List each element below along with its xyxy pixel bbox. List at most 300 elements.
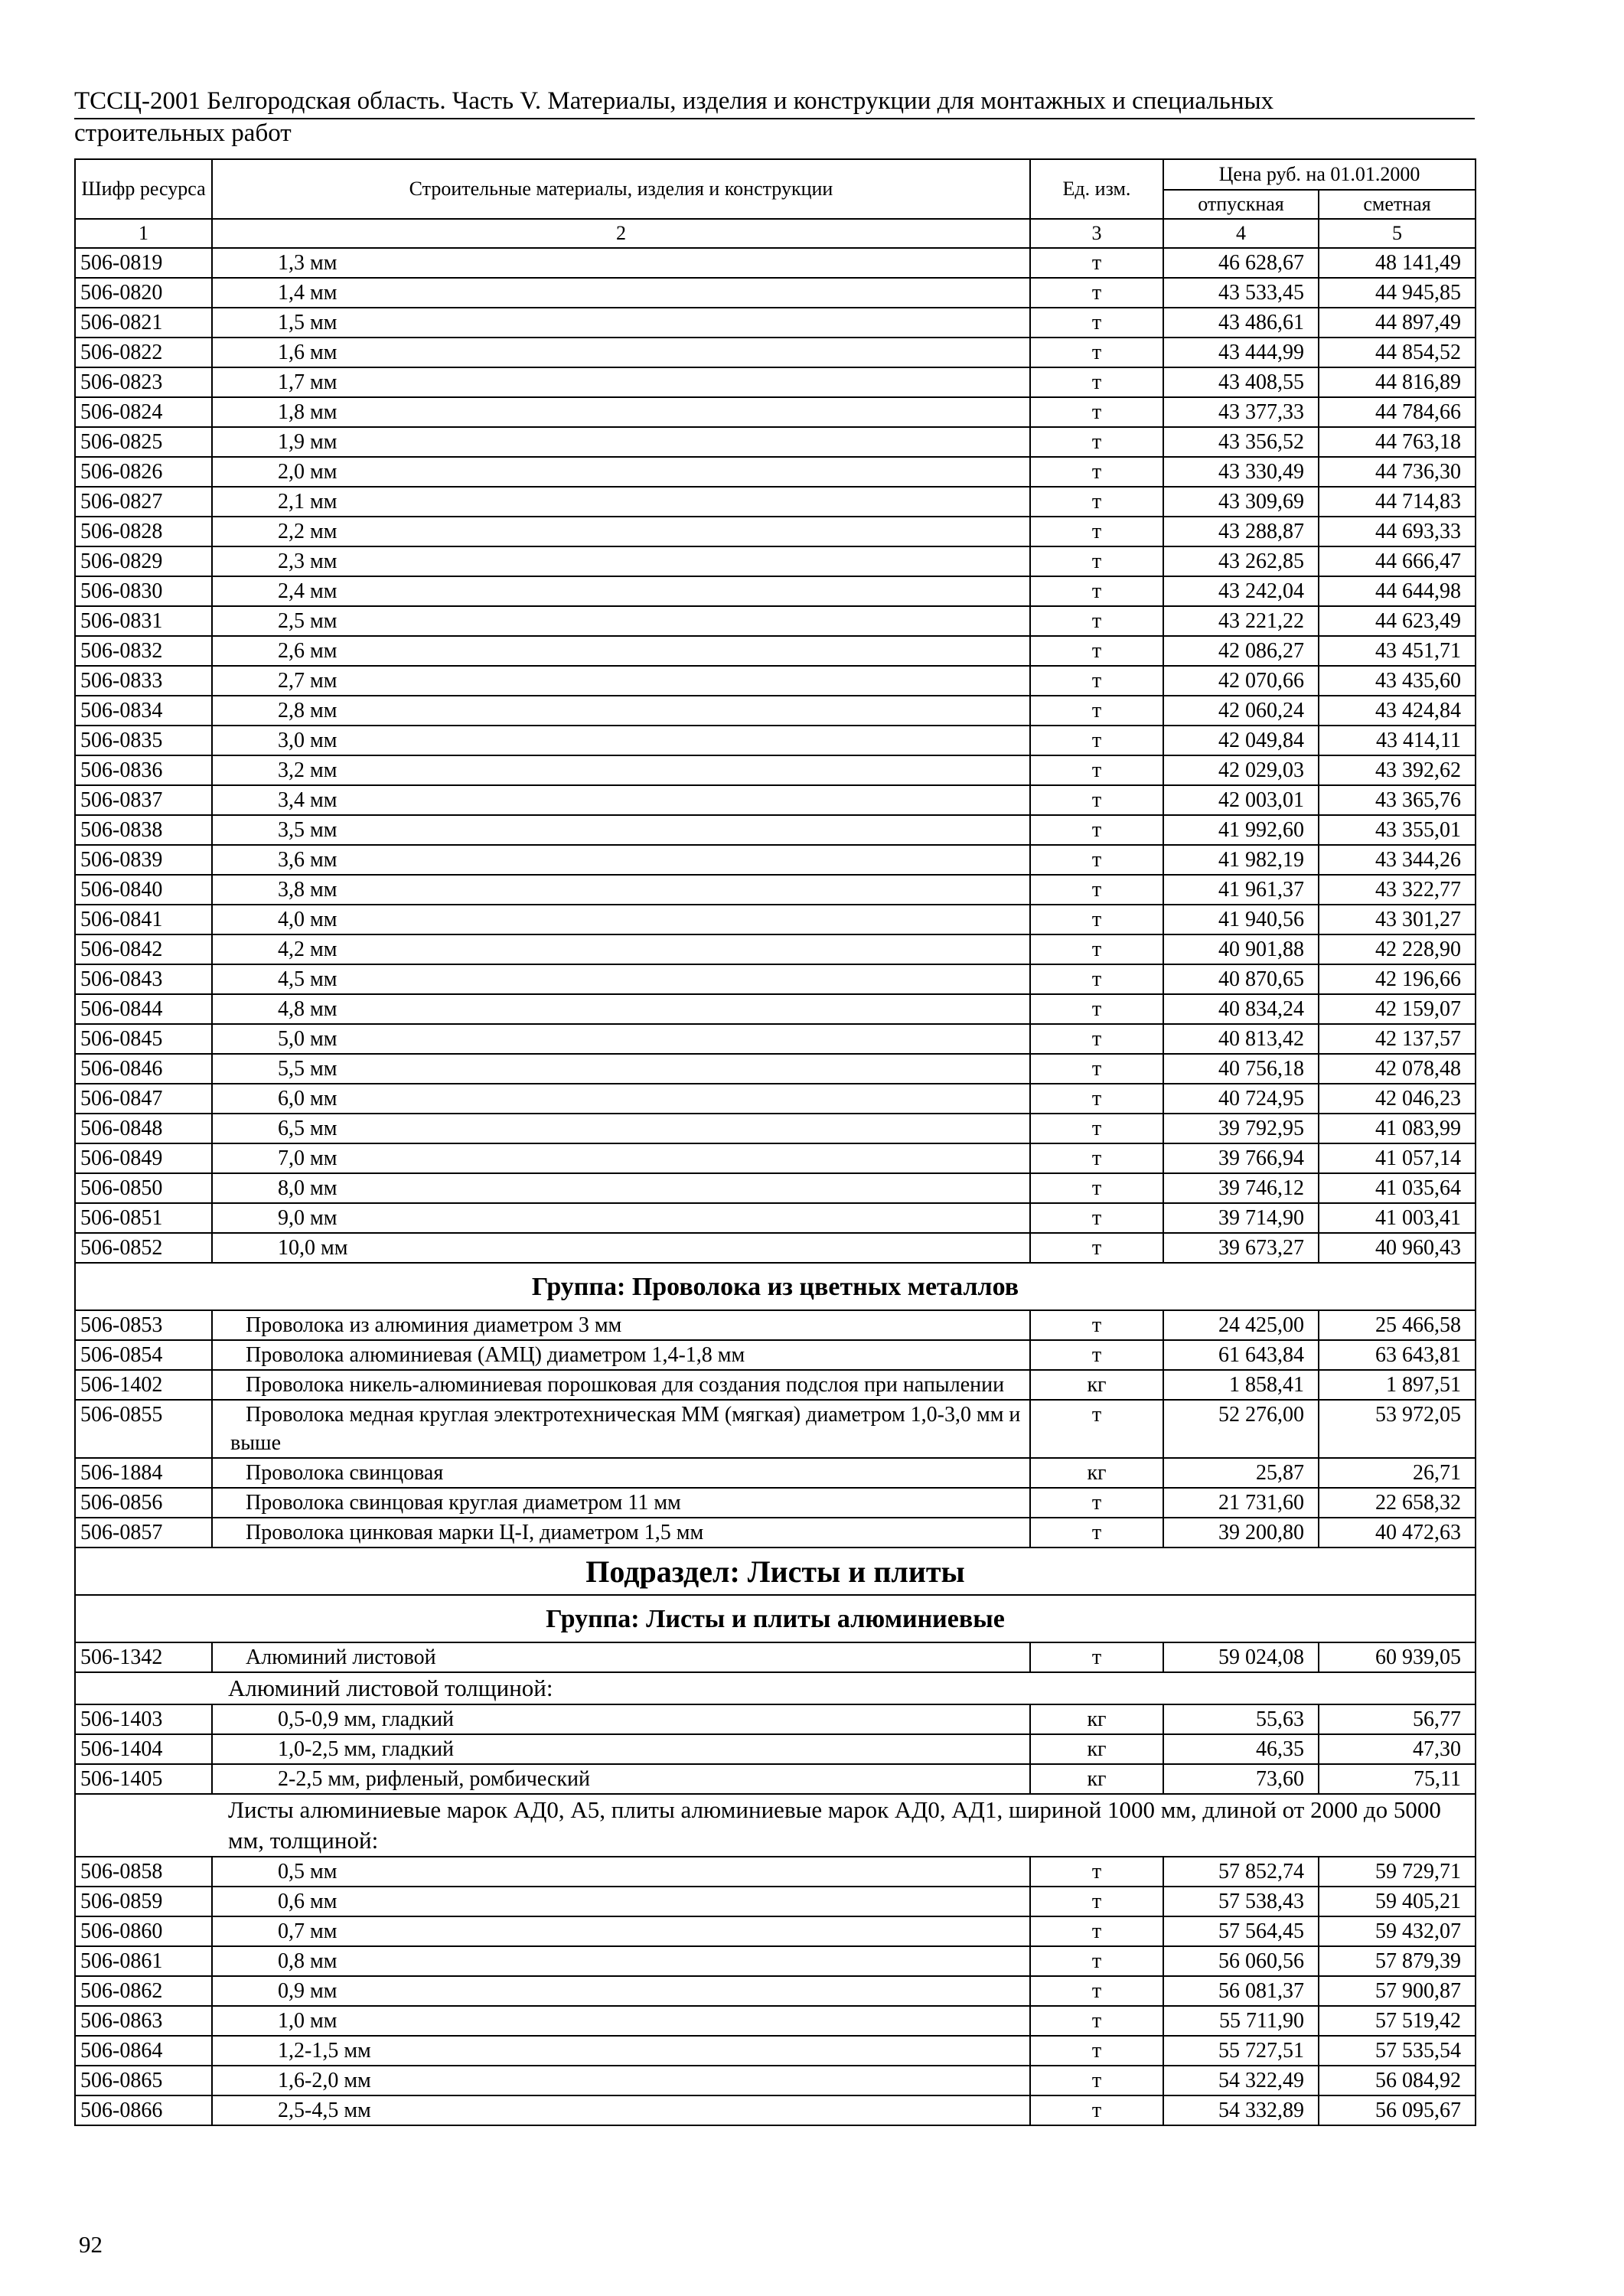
note-row bbox=[75, 1794, 1476, 1857]
material-name: 1,5 мм bbox=[212, 308, 1030, 338]
table-row bbox=[75, 2006, 1476, 2036]
resource-code: 506-0824 bbox=[75, 397, 212, 427]
estimate-price: 42 137,57 bbox=[1319, 1024, 1476, 1054]
resource-code: 506-0838 bbox=[75, 815, 212, 845]
resource-code: 506-0858 bbox=[75, 1857, 212, 1887]
estimate-price: 43 451,71 bbox=[1319, 636, 1476, 666]
resource-code: 506-0860 bbox=[75, 1916, 212, 1946]
estimate-price: 47,30 bbox=[1319, 1734, 1476, 1764]
release-price: 43 356,52 bbox=[1163, 427, 1319, 457]
unit: кг bbox=[1030, 1458, 1163, 1488]
group-heading-row bbox=[75, 1263, 1476, 1310]
table-row bbox=[75, 308, 1476, 338]
release-price: 42 003,01 bbox=[1163, 785, 1319, 815]
resource-code: 506-0856 bbox=[75, 1488, 212, 1518]
release-price: 43 309,69 bbox=[1163, 487, 1319, 517]
estimate-price: 42 196,66 bbox=[1319, 964, 1476, 994]
release-price: 56 081,37 bbox=[1163, 1976, 1319, 2006]
estimate-price: 63 643,81 bbox=[1319, 1340, 1476, 1370]
resource-code: 506-0835 bbox=[75, 726, 212, 755]
table-row bbox=[75, 636, 1476, 666]
release-price: 59 024,08 bbox=[1163, 1642, 1319, 1672]
unit: т bbox=[1030, 1114, 1163, 1143]
release-price: 43 486,61 bbox=[1163, 308, 1319, 338]
estimate-price: 43 414,11 bbox=[1319, 726, 1476, 755]
unit: т bbox=[1030, 248, 1163, 278]
table-row bbox=[75, 487, 1476, 517]
estimate-price: 57 900,87 bbox=[1319, 1976, 1476, 2006]
resource-code: 506-0837 bbox=[75, 785, 212, 815]
release-price: 52 276,00 bbox=[1163, 1400, 1319, 1458]
material-name: Проволока свинцовая круглая диаметром 11 мм bbox=[212, 1488, 1030, 1518]
table-row bbox=[75, 1642, 1476, 1672]
release-price: 73,60 bbox=[1163, 1764, 1319, 1794]
material-name: 4,2 мм bbox=[212, 934, 1030, 964]
unit: т bbox=[1030, 666, 1163, 696]
estimate-price: 59 729,71 bbox=[1319, 1857, 1476, 1887]
estimate-price: 41 035,64 bbox=[1319, 1173, 1476, 1203]
estimate-price: 41 057,14 bbox=[1319, 1143, 1476, 1173]
unit: т bbox=[1030, 427, 1163, 457]
estimate-price: 44 714,83 bbox=[1319, 487, 1476, 517]
material-name: 1,8 мм bbox=[212, 397, 1030, 427]
release-price: 42 060,24 bbox=[1163, 696, 1319, 726]
col-header-release-price: отпускная bbox=[1163, 190, 1319, 219]
material-name: 9,0 мм bbox=[212, 1203, 1030, 1233]
resource-code: 506-0849 bbox=[75, 1143, 212, 1173]
unit: т bbox=[1030, 964, 1163, 994]
estimate-price: 44 693,33 bbox=[1319, 517, 1476, 546]
unit: т bbox=[1030, 815, 1163, 845]
release-price: 46 628,67 bbox=[1163, 248, 1319, 278]
resource-code: 506-0825 bbox=[75, 427, 212, 457]
material-name: 0,5 мм bbox=[212, 1857, 1030, 1887]
resource-code: 506-0834 bbox=[75, 696, 212, 726]
material-name: 2,7 мм bbox=[212, 666, 1030, 696]
estimate-price: 44 666,47 bbox=[1319, 546, 1476, 576]
resource-code: 506-0865 bbox=[75, 2066, 212, 2095]
material-name: 0,6 мм bbox=[212, 1887, 1030, 1916]
group-heading: Группа: Проволока из цветных металлов bbox=[75, 1263, 1476, 1310]
estimate-price: 42 159,07 bbox=[1319, 994, 1476, 1024]
unit: т bbox=[1030, 1233, 1163, 1263]
material-name: Проволока свинцовая bbox=[212, 1458, 1030, 1488]
material-name: 1,7 мм bbox=[212, 367, 1030, 397]
material-name: 6,5 мм bbox=[212, 1114, 1030, 1143]
table-row bbox=[75, 517, 1476, 546]
unit: т bbox=[1030, 487, 1163, 517]
release-price: 57 564,45 bbox=[1163, 1916, 1319, 1946]
resource-code: 506-0823 bbox=[75, 367, 212, 397]
resource-code: 506-0853 bbox=[75, 1310, 212, 1340]
resource-code: 506-0855 bbox=[75, 1400, 212, 1458]
estimate-price: 48 141,49 bbox=[1319, 248, 1476, 278]
unit: т bbox=[1030, 397, 1163, 427]
resource-code: 506-0821 bbox=[75, 308, 212, 338]
release-price: 61 643,84 bbox=[1163, 1340, 1319, 1370]
release-price: 43 242,04 bbox=[1163, 576, 1319, 606]
material-name: 5,5 мм bbox=[212, 1054, 1030, 1084]
release-price: 40 724,95 bbox=[1163, 1084, 1319, 1114]
unit: т bbox=[1030, 1024, 1163, 1054]
resource-code: 506-1402 bbox=[75, 1370, 212, 1400]
table-row bbox=[75, 905, 1476, 934]
estimate-price: 22 658,32 bbox=[1319, 1488, 1476, 1518]
material-name: 0,8 мм bbox=[212, 1946, 1030, 1976]
release-price: 43 330,49 bbox=[1163, 457, 1319, 487]
release-price: 41 961,37 bbox=[1163, 875, 1319, 905]
subsection-heading: Подраздел: Листы и плиты bbox=[75, 1548, 1476, 1595]
material-name: Алюминий листовой bbox=[212, 1642, 1030, 1672]
material-name: 2,1 мм bbox=[212, 487, 1030, 517]
unit: т bbox=[1030, 875, 1163, 905]
resource-code: 506-0839 bbox=[75, 845, 212, 875]
table-row bbox=[75, 1857, 1476, 1887]
unit: т bbox=[1030, 1518, 1163, 1548]
release-price: 43 444,99 bbox=[1163, 338, 1319, 367]
release-price: 43 288,87 bbox=[1163, 517, 1319, 546]
unit: т bbox=[1030, 1946, 1163, 1976]
table-row bbox=[75, 1764, 1476, 1794]
material-name: 2,5 мм bbox=[212, 606, 1030, 636]
unit: т bbox=[1030, 2036, 1163, 2066]
running-header: ТССЦ-2001 Белгородская область. Часть V. Материалы, изделия и конструкции для монтажных и специальных bbox=[74, 87, 1274, 115]
estimate-price: 59 405,21 bbox=[1319, 1887, 1476, 1916]
table-row bbox=[75, 785, 1476, 815]
resource-code: 506-0851 bbox=[75, 1203, 212, 1233]
table-row bbox=[75, 1024, 1476, 1054]
estimate-price: 53 972,05 bbox=[1319, 1400, 1476, 1458]
material-name: 5,0 мм bbox=[212, 1024, 1030, 1054]
resource-code: 506-0820 bbox=[75, 278, 212, 308]
release-price: 40 756,18 bbox=[1163, 1054, 1319, 1084]
material-name: 1,6-2,0 мм bbox=[212, 2066, 1030, 2095]
resource-code: 506-0844 bbox=[75, 994, 212, 1024]
material-name: 0,7 мм bbox=[212, 1916, 1030, 1946]
material-name: 2-2,5 мм, рифленый, ромбический bbox=[212, 1764, 1030, 1794]
estimate-price: 40 960,43 bbox=[1319, 1233, 1476, 1263]
table-row bbox=[75, 1976, 1476, 2006]
col-number-4: 4 bbox=[1163, 219, 1319, 248]
estimate-price: 44 897,49 bbox=[1319, 308, 1476, 338]
material-name: 3,0 мм bbox=[212, 726, 1030, 755]
estimate-price: 26,71 bbox=[1319, 1458, 1476, 1488]
unit: т bbox=[1030, 1054, 1163, 1084]
table-row bbox=[75, 815, 1476, 845]
estimate-price: 43 322,77 bbox=[1319, 875, 1476, 905]
release-price: 21 731,60 bbox=[1163, 1488, 1319, 1518]
table-row bbox=[75, 546, 1476, 576]
table-row bbox=[75, 1916, 1476, 1946]
unit: т bbox=[1030, 1084, 1163, 1114]
resource-code: 506-0830 bbox=[75, 576, 212, 606]
unit: т bbox=[1030, 338, 1163, 367]
estimate-price: 43 365,76 bbox=[1319, 785, 1476, 815]
table-row bbox=[75, 1340, 1476, 1370]
table-row bbox=[75, 2066, 1476, 2095]
subsection-heading-row bbox=[75, 1548, 1476, 1595]
estimate-price: 42 078,48 bbox=[1319, 1054, 1476, 1084]
estimate-price: 56 095,67 bbox=[1319, 2095, 1476, 2125]
material-name: 0,9 мм bbox=[212, 1976, 1030, 2006]
material-name: 2,5-4,5 мм bbox=[212, 2095, 1030, 2125]
release-price: 42 029,03 bbox=[1163, 755, 1319, 785]
material-name: 2,8 мм bbox=[212, 696, 1030, 726]
material-name: 3,6 мм bbox=[212, 845, 1030, 875]
release-price: 43 377,33 bbox=[1163, 397, 1319, 427]
release-price: 56 060,56 bbox=[1163, 1946, 1319, 1976]
resource-code: 506-0832 bbox=[75, 636, 212, 666]
resource-code: 506-0852 bbox=[75, 1233, 212, 1263]
resource-code: 506-0862 bbox=[75, 1976, 212, 2006]
table-row bbox=[75, 397, 1476, 427]
table-body bbox=[75, 248, 1476, 2125]
resource-code: 506-0850 bbox=[75, 1173, 212, 1203]
resource-code: 506-0829 bbox=[75, 546, 212, 576]
estimate-price: 57 519,42 bbox=[1319, 2006, 1476, 2036]
material-name: 6,0 мм bbox=[212, 1084, 1030, 1114]
estimate-price: 57 879,39 bbox=[1319, 1946, 1476, 1976]
release-price: 39 673,27 bbox=[1163, 1233, 1319, 1263]
resource-code: 506-0828 bbox=[75, 517, 212, 546]
material-name: 1,9 мм bbox=[212, 427, 1030, 457]
release-price: 39 746,12 bbox=[1163, 1173, 1319, 1203]
col-header-code: Шифр ресурса bbox=[75, 159, 212, 219]
resource-code: 506-0841 bbox=[75, 905, 212, 934]
material-name: 4,8 мм bbox=[212, 994, 1030, 1024]
estimate-price: 56 084,92 bbox=[1319, 2066, 1476, 2095]
estimate-price: 59 432,07 bbox=[1319, 1916, 1476, 1946]
table-row bbox=[75, 994, 1476, 1024]
table-row bbox=[75, 338, 1476, 367]
table-row bbox=[75, 1233, 1476, 1263]
material-name: 1,6 мм bbox=[212, 338, 1030, 367]
unit: т bbox=[1030, 2006, 1163, 2036]
table-row bbox=[75, 1704, 1476, 1734]
resource-code: 506-0854 bbox=[75, 1340, 212, 1370]
unit: т bbox=[1030, 1916, 1163, 1946]
unit: т bbox=[1030, 905, 1163, 934]
estimate-price: 1 897,51 bbox=[1319, 1370, 1476, 1400]
material-name: 4,5 мм bbox=[212, 964, 1030, 994]
note-text: Листы алюминиевые марок АД0, А5, плиты алюминиевые марок АД0, АД1, шириной 1000 мм, длиной от 2000 до 5000 мм, толщиной: bbox=[75, 1794, 1476, 1857]
table-row bbox=[75, 367, 1476, 397]
estimate-price: 43 301,27 bbox=[1319, 905, 1476, 934]
table-row bbox=[75, 845, 1476, 875]
estimate-price: 44 763,18 bbox=[1319, 427, 1476, 457]
release-price: 43 262,85 bbox=[1163, 546, 1319, 576]
estimate-price: 44 945,85 bbox=[1319, 278, 1476, 308]
estimate-price: 57 535,54 bbox=[1319, 2036, 1476, 2066]
unit: т bbox=[1030, 457, 1163, 487]
table-row bbox=[75, 755, 1476, 785]
estimate-price: 41 083,99 bbox=[1319, 1114, 1476, 1143]
resource-code: 506-1403 bbox=[75, 1704, 212, 1734]
estimate-price: 60 939,05 bbox=[1319, 1642, 1476, 1672]
table-row bbox=[75, 1143, 1476, 1173]
unit: т bbox=[1030, 1143, 1163, 1173]
release-price: 39 766,94 bbox=[1163, 1143, 1319, 1173]
unit: кг bbox=[1030, 1764, 1163, 1794]
release-price: 39 200,80 bbox=[1163, 1518, 1319, 1548]
table-row bbox=[75, 427, 1476, 457]
unit: т bbox=[1030, 546, 1163, 576]
material-name: 1,0 мм bbox=[212, 2006, 1030, 2036]
material-name: Проволока медная круглая электротехническая ММ (мягкая) диаметром 1,0-3,0 мм и выше bbox=[212, 1400, 1030, 1458]
resource-code: 506-1405 bbox=[75, 1764, 212, 1794]
unit: т bbox=[1030, 1488, 1163, 1518]
release-price: 41 982,19 bbox=[1163, 845, 1319, 875]
resource-code: 506-0863 bbox=[75, 2006, 212, 2036]
material-name: 1,0-2,5 мм, гладкий bbox=[212, 1734, 1030, 1764]
resource-code: 506-0840 bbox=[75, 875, 212, 905]
release-price: 39 792,95 bbox=[1163, 1114, 1319, 1143]
col-number-5: 5 bbox=[1319, 219, 1476, 248]
estimate-price: 44 623,49 bbox=[1319, 606, 1476, 636]
release-price: 54 322,49 bbox=[1163, 2066, 1319, 2095]
resource-code: 506-0822 bbox=[75, 338, 212, 367]
unit: т bbox=[1030, 1400, 1163, 1458]
table-row bbox=[75, 457, 1476, 487]
table-row bbox=[75, 1114, 1476, 1143]
table-row bbox=[75, 726, 1476, 755]
table-row bbox=[75, 1458, 1476, 1488]
release-price: 42 086,27 bbox=[1163, 636, 1319, 666]
resource-code: 506-0857 bbox=[75, 1518, 212, 1548]
group-heading: Группа: Листы и плиты алюминиевые bbox=[75, 1595, 1476, 1642]
material-name: Проволока никель-алюминиевая порошковая для создания подслоя при напылении bbox=[212, 1370, 1030, 1400]
material-name: 3,5 мм bbox=[212, 815, 1030, 845]
resource-code: 506-0843 bbox=[75, 964, 212, 994]
col-number-3: 3 bbox=[1030, 219, 1163, 248]
col-header-estimate-price: сметная bbox=[1319, 190, 1476, 219]
unit: т bbox=[1030, 278, 1163, 308]
material-name: Проволока алюминиевая (АМЦ) диаметром 1,4-1,8 мм bbox=[212, 1340, 1030, 1370]
unit: т bbox=[1030, 2095, 1163, 2125]
table-row bbox=[75, 1054, 1476, 1084]
release-price: 40 901,88 bbox=[1163, 934, 1319, 964]
unit: т bbox=[1030, 2066, 1163, 2095]
table-row bbox=[75, 964, 1476, 994]
col-number-2: 2 bbox=[212, 219, 1030, 248]
resource-code: 506-0842 bbox=[75, 934, 212, 964]
resource-code: 506-0833 bbox=[75, 666, 212, 696]
table-row bbox=[75, 1734, 1476, 1764]
resource-code: 506-0859 bbox=[75, 1887, 212, 1916]
material-name: 3,4 мм bbox=[212, 785, 1030, 815]
table-row bbox=[75, 248, 1476, 278]
resource-code: 506-1404 bbox=[75, 1734, 212, 1764]
release-price: 54 332,89 bbox=[1163, 2095, 1319, 2125]
unit: кг bbox=[1030, 1734, 1163, 1764]
material-name: 1,2-1,5 мм bbox=[212, 2036, 1030, 2066]
estimate-price: 44 736,30 bbox=[1319, 457, 1476, 487]
table-row bbox=[75, 1370, 1476, 1400]
release-price: 43 221,22 bbox=[1163, 606, 1319, 636]
material-name: 0,5-0,9 мм, гладкий bbox=[212, 1704, 1030, 1734]
estimate-price: 42 228,90 bbox=[1319, 934, 1476, 964]
release-price: 41 940,56 bbox=[1163, 905, 1319, 934]
unit: т bbox=[1030, 845, 1163, 875]
release-price: 55,63 bbox=[1163, 1704, 1319, 1734]
release-price: 55 711,90 bbox=[1163, 2006, 1319, 2036]
release-price: 46,35 bbox=[1163, 1734, 1319, 1764]
release-price: 43 408,55 bbox=[1163, 367, 1319, 397]
release-price: 24 425,00 bbox=[1163, 1310, 1319, 1340]
unit: т bbox=[1030, 1642, 1163, 1672]
unit: т bbox=[1030, 1340, 1163, 1370]
unit: т bbox=[1030, 696, 1163, 726]
unit: т bbox=[1030, 994, 1163, 1024]
material-name: 4,0 мм bbox=[212, 905, 1030, 934]
estimate-price: 43 344,26 bbox=[1319, 845, 1476, 875]
resource-code: 506-0864 bbox=[75, 2036, 212, 2066]
table-row bbox=[75, 606, 1476, 636]
table-row bbox=[75, 576, 1476, 606]
table-row bbox=[75, 666, 1476, 696]
estimate-price: 44 644,98 bbox=[1319, 576, 1476, 606]
material-name: 10,0 мм bbox=[212, 1233, 1030, 1263]
table-row bbox=[75, 2036, 1476, 2066]
release-price: 40 813,42 bbox=[1163, 1024, 1319, 1054]
table-row bbox=[75, 1173, 1476, 1203]
release-price: 39 714,90 bbox=[1163, 1203, 1319, 1233]
resource-code: 506-0831 bbox=[75, 606, 212, 636]
resource-code: 506-1884 bbox=[75, 1458, 212, 1488]
material-name: 2,2 мм bbox=[212, 517, 1030, 546]
unit: т bbox=[1030, 1173, 1163, 1203]
release-price: 42 049,84 bbox=[1163, 726, 1319, 755]
table-row bbox=[75, 1518, 1476, 1548]
table-row bbox=[75, 1488, 1476, 1518]
unit: т bbox=[1030, 606, 1163, 636]
release-price: 40 870,65 bbox=[1163, 964, 1319, 994]
unit: т bbox=[1030, 1887, 1163, 1916]
estimate-price: 43 424,84 bbox=[1319, 696, 1476, 726]
table-row bbox=[75, 2095, 1476, 2125]
release-price: 42 070,66 bbox=[1163, 666, 1319, 696]
unit: т bbox=[1030, 308, 1163, 338]
material-name: 2,0 мм bbox=[212, 457, 1030, 487]
unit: т bbox=[1030, 367, 1163, 397]
unit: кг bbox=[1030, 1704, 1163, 1734]
unit: т bbox=[1030, 1203, 1163, 1233]
resource-code: 506-0826 bbox=[75, 457, 212, 487]
release-price: 1 858,41 bbox=[1163, 1370, 1319, 1400]
table-row bbox=[75, 1310, 1476, 1340]
table-row bbox=[75, 696, 1476, 726]
unit: т bbox=[1030, 1310, 1163, 1340]
price-table bbox=[74, 158, 1476, 2126]
table-row bbox=[75, 1946, 1476, 1976]
release-price: 25,87 bbox=[1163, 1458, 1319, 1488]
resource-code: 506-0845 bbox=[75, 1024, 212, 1054]
material-name: 2,6 мм bbox=[212, 636, 1030, 666]
estimate-price: 41 003,41 bbox=[1319, 1203, 1476, 1233]
table-row bbox=[75, 1203, 1476, 1233]
estimate-price: 75,11 bbox=[1319, 1764, 1476, 1794]
unit: т bbox=[1030, 1857, 1163, 1887]
unit: т bbox=[1030, 785, 1163, 815]
table-row bbox=[75, 875, 1476, 905]
material-name: 1,4 мм bbox=[212, 278, 1030, 308]
resource-code: 506-1342 bbox=[75, 1642, 212, 1672]
estimate-price: 56,77 bbox=[1319, 1704, 1476, 1734]
table-row bbox=[75, 1887, 1476, 1916]
unit: т bbox=[1030, 755, 1163, 785]
estimate-price: 43 392,62 bbox=[1319, 755, 1476, 785]
material-name: 8,0 мм bbox=[212, 1173, 1030, 1203]
